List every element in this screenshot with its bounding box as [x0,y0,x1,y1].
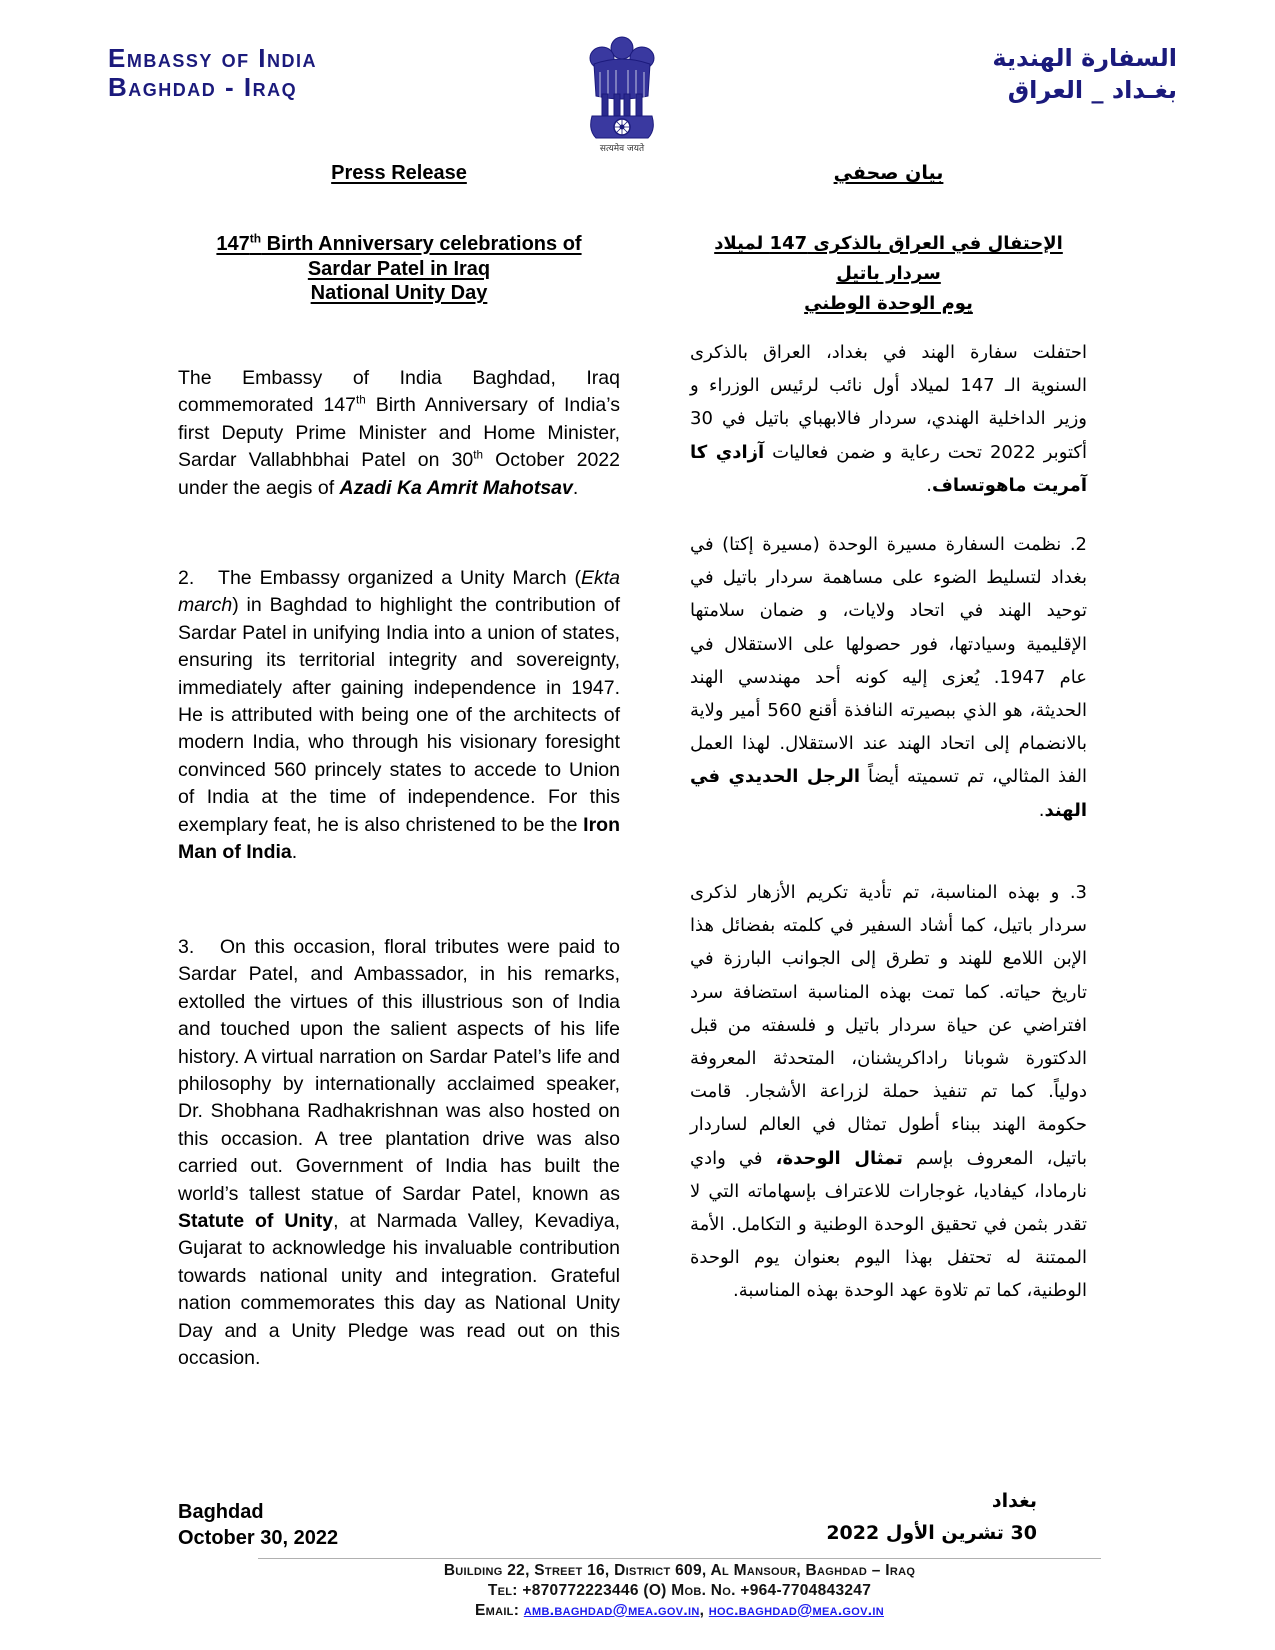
footer-contact [258,1561,1101,1621]
national-emblem-icon [578,34,666,154]
place-arabic: بغداد [991,1490,1037,1512]
date-arabic: 30 تشرين الأول 2022 [826,1522,1037,1544]
paragraph-1-arabic: احتفلت سفارة الهند في بغداد، العراق بالذكرى السنوية الـ 147 لميلاد أول نائب لرئيس الوزراء و وزير الداخلية الهندي، سردار فالابهباي باتيل في 30 أكتوبر 2022 تحت رعاية و ضمن فعاليات آزادي كا آمريت ماهوتساف. [690,342,1087,496]
signature-block-arabic [826,1485,1037,1549]
document-title-arabic: الإحتفال في العراق بالذكرى 147 لميلاد سردار باتيل يوم الوحدة الوطني [714,233,1063,314]
footer-address: Building 22, Street 16, District 609, Al Mansour, Baghdad – Iraq [443,1562,916,1579]
embassy-name-arabic: السفارة الهندية [992,44,1177,72]
press-release-label-arabic: بيان صحفي [833,162,944,184]
footer-phone: Tel: +870772223446 (O) Mob. No. +964-7704843247 [487,1582,872,1599]
svg-text:सत्यमेव जयते: सत्यमेव जयते [599,144,645,154]
paragraph-2-arabic: 2. نظمت السفارة مسيرة الوحدة (مسيرة إكتا) في بغداد لتسليط الضوء على مساهمة سردار باتيل في توحيد الهند في اتحاد ولايات، و ضمان سلامتها الإقليمية وسيادتها، فور حصولها على الاستقلال في عام 1947. يُعزى إليه كونه أحد مهندسي الهند الحديثة، هو الذي ببصيرته النافذة أقنع 560 أمير ولاية بالانضمام إلى اتحاد الهند عند الاستقلال. لهذا العمل الفذ المثالي، تم تسميته أيضاً الرجل الحديدي في الهند. [690,534,1087,821]
footer-divider [258,1558,1101,1559]
letterhead-english [108,44,317,102]
embassy-location-arabic: بغـداد _ العراق [1007,76,1177,104]
paragraph-2-english: 2. The Embassy organized a Unity March (Ekta march) in Baghdad to highlight the contribution of Sardar Patel in unifying India into a union of states, ensuring its territorial integrity and sovereignty, immediately after gaining independence in 1947. He is attributed with being one of the architects of modern India, who through his visionary foresight convinced 560 princely states to accede to Union of India at the time of independence. For this exemplary feat, he is also christened to be the Iron Man of India. [178,567,620,864]
paragraph-1-english: The Embassy of India Baghdad, Iraq commemorated 147th Birth Anniversary of India’s first Deputy Prime Minister and Home Minister, Sardar Vallabhbhai Patel on 30th October 2022 under the aegis of Azadi Ka Amrit Mahotsav. [178,367,620,499]
signature-block-english [178,1499,338,1551]
embassy-location: Baghdad - Iraq [108,72,298,102]
footer-email: Email: amb.baghdad@mea.gov.in, hoc.baghdad@mea.gov.in [474,1602,884,1619]
document-title-english: 147th Birth Anniversary celebrations of Sardar Patel in Iraq National Unity Day [216,231,582,304]
place: Baghdad [178,1501,264,1523]
email-link-ambassador[interactable]: amb.baghdad@mea.gov.in [523,1602,700,1619]
paragraph-3-english: 3. On this occasion, floral tributes were paid to Sardar Patel, and Ambassador, in his remarks, extolled the virtues of this illustrious son of India and touched upon the salient aspects of his life history. A virtual narration on Sardar Patel’s life and philosophy by internationally acclaimed speaker, Dr. Shobhana Radhakrishnan was also hosted on this occasion. A tree plantation drive was also carried out. Government of India has built the world’s tallest statue of Sardar Patel, known as Statute of Unity, at Narmada Valley, Kevadiya, Gujarat to acknowledge his invaluable contribution towards national unity and integration. Grateful nation commemorates this day as National Unity Day and a Unity Pledge was read out on this occasion. [178,936,620,1370]
date: October 30, 2022 [178,1527,339,1549]
embassy-name: Embassy of India [108,43,318,73]
paragraph-3-arabic: 3. و بهذه المناسبة، تم تأدية تكريم الأزهار لذكرى سردار باتيل، كما أشاد السفير في كلمته بفضائل هذا الإبن اللامع للهند و تطرق إلى الجوانب البارزة في تاريخ حياته. كما تمت بهذه المناسبة استضافة سرد افتراضي عن حياة سردار باتيل و فلسفته من قبل الدكتورة شوبانا راداكريشنان، المتحدثة المعروفة دولياً. كما تم تنفيذ حملة لزراعة الأشجار. قامت حكومة الهند ببناء أطول تمثال في العالم لساردار باتيل، المعروف بإسم تمثال الوحدة، في وادي نارمادا، كيفاديا، غوجارات للاعتراف بإسهاماته التي لا تقدر بثمن في تحقيق الوحدة الوطنية و التكامل. الأمة الممتنة له تحتفل بهذا اليوم بعنوان يوم الوحدة الوطنية، كما تم تلاوة عهد الوحدة بهذه المناسبة. [690,882,1087,1302]
letterhead-arabic [992,42,1177,106]
email-link-hoc[interactable]: hoc.baghdad@mea.gov.in [708,1602,884,1619]
press-release-label: Press Release [331,162,467,184]
